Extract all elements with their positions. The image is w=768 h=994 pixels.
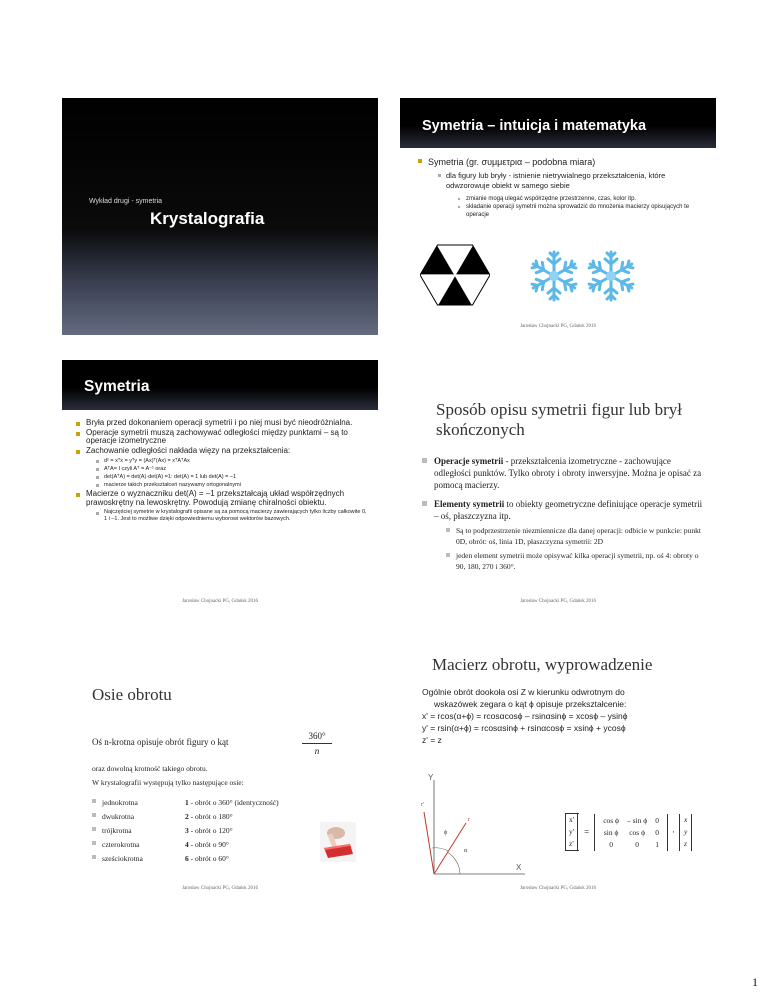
axis-order: 2: [185, 812, 189, 821]
matrix-cell: 0: [635, 839, 639, 849]
derivation-text: [422, 686, 706, 746]
bullet-term: Elementy symetrii: [434, 499, 505, 509]
matrix-cell: 0: [655, 815, 659, 825]
slide-title-text: Krystalografia: [150, 209, 265, 228]
slide-footer: Jarosław Chojnacki PG, Gdańsk 2016: [520, 886, 596, 891]
bullet-text: Symetria (gr. συμμετρια – podobna miara): [428, 157, 596, 167]
bullet-term: Operacje symetrii: [434, 456, 504, 466]
axis-name: dwukrotna: [102, 812, 135, 821]
axes-list: [92, 796, 279, 866]
snowflake-icon: [585, 248, 637, 304]
matrix-cell: cos ϕ: [629, 827, 646, 837]
list-item: [92, 824, 279, 838]
axis-name: trójkrotna: [102, 826, 132, 835]
rotation-photo-icon: [320, 822, 356, 862]
matrix-cell: 0: [655, 827, 659, 837]
axis-order: 3: [185, 826, 189, 835]
bullet: [422, 455, 704, 491]
fraction-denominator: n: [314, 746, 320, 756]
axis-order: 4: [185, 840, 189, 849]
slide-content: [422, 455, 704, 579]
slide-footer: Jarosław Chojnacki PG, Gdańsk 2016: [182, 886, 258, 891]
bullet-text: Zachowanie odległości nakłada więzy na przekształcenia:: [86, 445, 291, 455]
axis-name: sześciokrotna: [102, 854, 143, 863]
sub-sub-bullet: zmianie mogą ulegać współrzędne przestrzenne, czas, kolor itp.: [458, 195, 704, 203]
phi-label: ϕ: [444, 830, 448, 836]
bullet: [422, 498, 704, 572]
sub-bullet: [438, 171, 704, 219]
rhs-entry: y: [683, 827, 688, 836]
slide-header-bar: [62, 360, 378, 410]
intro-line: oraz dowolną krotność takiego obrotu.: [92, 764, 208, 773]
axis-order: 1: [185, 798, 189, 807]
r-prime-label: r': [421, 802, 425, 808]
bullet: Operacje symetrii muszą zachowywać odległości między punktami – są to operacje izometryczne: [76, 429, 368, 446]
slide-footer: Jarosław Chojnacki PG, Gdańsk 2016: [182, 599, 258, 604]
axis-order: 6: [185, 854, 189, 863]
list-item: [92, 796, 279, 810]
matrix-body: [599, 814, 663, 850]
fraction-numerator: 360°: [302, 731, 332, 744]
slide-subtitle: Wykład drugi - symetria: [89, 198, 163, 205]
matrix-cell: 0: [609, 839, 613, 849]
angle-fraction: [302, 731, 332, 756]
matrix-cell: 1: [655, 839, 659, 849]
sub-bullet: Są to podprzestrzenie niezmiennicze dla danej operacji: odbicie w punkcie: punkt 0D, obrót: oś, linia 1D, płaszczyzna symetrii: 2D: [446, 525, 704, 547]
text-line: Ogólnie obrót dookoła osi Z w kierunku odwrotnym do: [422, 687, 625, 697]
axis-x-label: X: [516, 863, 522, 872]
axis-desc: - obrót o 360° (identyczność): [188, 798, 279, 807]
bullet-text: to obiekty geometryczne definiujące operacje symetrii – oś, płaszczyzna itp.: [434, 499, 703, 521]
rhs-entry: z: [683, 839, 687, 848]
hexagon-triangles-illustration: [420, 243, 490, 307]
lhs-entry: x': [569, 815, 575, 824]
text-line: x' = rcos(α+ϕ) = rcosαcosϕ – rsinαsinϕ = xcosϕ – ysinϕ: [422, 711, 628, 721]
slide-heading: Osie obrotu: [92, 685, 172, 704]
slide-rotation-axes: [62, 625, 378, 897]
bullet: [76, 447, 368, 490]
lhs-entry: y': [569, 827, 575, 836]
intro-line: W krystalografii występują tylko następujące osie:: [92, 778, 244, 787]
rhs-entry: x: [683, 815, 688, 824]
slide-heading: Macierz obrotu, wyprowadzenie: [432, 655, 653, 674]
lhs-entry: z': [569, 839, 574, 848]
slide-heading: Symetria – intuicja i matematyka: [422, 118, 647, 134]
sub-bullet: d² = xᵀx = yᵀy = (Ax)ᵀ(Ax) = xᵀAᵀAx: [96, 457, 368, 465]
slide-title: [62, 98, 378, 335]
list-item: [92, 810, 279, 824]
axis-desc: - obrót o 60°: [188, 854, 229, 863]
bullet-text: - przekształcenia izometryczne - zachowujące odległości punktów. Tylko obroty i obroty inwersyjne. Można je opisać za pomocą macierzy.: [434, 456, 702, 490]
alpha-label: α: [464, 848, 468, 854]
bullet-text: Macierze o wyznaczniku det(A) = –1 przekształcają układ współrzędnych prawoskrętny na lewoskrętny. Powodują zmianę chiralności obiektu.: [86, 489, 345, 507]
slide-footer: Jarosław Chojnacki PG, Gdańsk 2016: [520, 324, 596, 329]
rotation-diagram: [420, 770, 530, 880]
bullet: [418, 156, 704, 219]
r-label: r: [468, 817, 470, 823]
intro-text-2: [92, 762, 244, 790]
matrix-table: x' y' z' = cos ϕ – sin ϕ 0 sin ϕ cos ϕ 0 0 0 1 · x y z: [565, 813, 692, 851]
text-line: wskazówek zegara o kąt ϕ opisuje przekształcenie:: [434, 699, 627, 709]
slide-symmetry: [62, 360, 378, 610]
sub-bullet: AᵀA= I czyli Aᵀ = A⁻¹ oraz: [96, 465, 368, 473]
axis-desc: - obrót o 120°: [188, 826, 233, 835]
slide-content: [418, 156, 704, 219]
sub-bullet: det(AᵀA) = det(A)·det(A) =1: det(A) = 1 lub det(A) = –1: [96, 473, 368, 481]
sub-sub-bullet: składanie operacji symetrii można sprowadzić do mnożenia macierzy opisujących te operacje: [458, 203, 704, 219]
axis-desc: - obrót o 180°: [188, 812, 233, 821]
list-item: [92, 852, 279, 866]
intro-text: Oś n-krotna opisuje obrót figury o kąt: [92, 737, 229, 747]
matrix-cell: sin ϕ: [603, 827, 619, 837]
matrix-cell: cos ϕ: [603, 815, 620, 825]
slide-rotation-matrix: [400, 625, 716, 897]
slide-heading: Symetria: [84, 378, 150, 395]
snowflake-icon: [528, 248, 580, 304]
text-line: y' = rsin(α+ϕ) = rcosαsinϕ + rsinαcosϕ = xsinϕ + ycosϕ: [422, 723, 626, 733]
slide-content: [76, 419, 368, 523]
slide-symmetry-description: [400, 360, 716, 610]
sub-bullet-text: dla figury lub bryły - istnienie nietrywialnego przekształcenia, które odwzorowuje obiekt w samego siebie: [446, 171, 666, 190]
bullet: Bryła przed dokonaniem operacji symetrii i po niej musi być nieodróżnialna.: [76, 419, 368, 428]
rotation-matrix-equation: [565, 813, 692, 851]
slide-footer: Jarosław Chojnacki PG, Gdańsk 2016: [520, 599, 596, 604]
slide-symmetry-intuition: [400, 98, 716, 335]
sub-bullet: Najczęściej symetrie w krystalografii opisane są za pomocą macierzy zawierających tylko liczby całkowite 0, 1 i –1. Jest to możliwe dzięki odpowiedniemu wyborowi wektorów bazowych.: [96, 509, 368, 522]
slide-heading: Sposób opisu symetrii figur lub brył skończonych: [436, 400, 683, 439]
sub-bullet: jeden element symetrii może opisywać kilka operacji symetrii, np. oś 4: obroty o 90, 180, 270 i 360°.: [446, 550, 704, 572]
axis-y-label: Y: [428, 773, 434, 782]
bullet: [76, 490, 368, 522]
axis-name: jednokrotna: [102, 798, 138, 807]
list-item: [92, 838, 279, 852]
axis-desc: - obrót o 90°: [188, 840, 229, 849]
slide-header-bar: [400, 98, 716, 148]
page-number: 1: [752, 975, 758, 989]
text-line: z' = z: [422, 735, 442, 745]
axis-name: czterokrotna: [102, 840, 140, 849]
matrix-cell: – sin ϕ: [627, 815, 648, 825]
sub-bullet: macierze takich przekształceń nazywamy ortogonalnymi: [96, 481, 368, 489]
